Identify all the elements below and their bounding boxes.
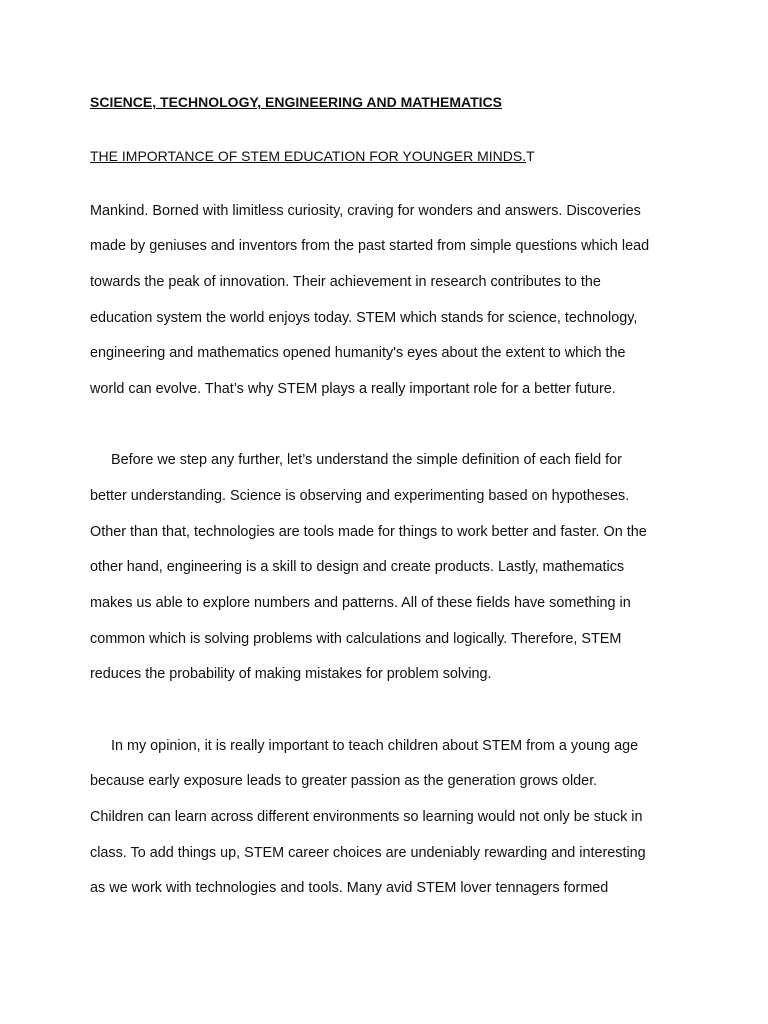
paragraph-3-line-4: class. To add things up, STEM career choices are undeniably rewarding and interesting (90, 845, 646, 861)
paragraph-1-line-5: engineering and mathematics opened humanity's eyes about the extent to which the (90, 345, 626, 361)
subtitle-underlined-text: THE IMPORTANCE OF STEM EDUCATION FOR YOUNGER MINDS. (90, 148, 527, 164)
paragraph-3-line-5: as we work with technologies and tools. Many avid STEM lover tennagers formed (90, 880, 609, 896)
paragraph-2-line-5: makes us able to explore numbers and patterns. All of these fields have something in (90, 595, 631, 611)
paragraph-3-line-1: In my opinion, it is really important to teach children about STEM from a young age (111, 738, 639, 754)
paragraph-2-line-6: common which is solving problems with calculations and logically. Therefore, STEM (90, 631, 622, 647)
paragraph-2-line-4: other hand, engineering is a skill to design and create products. Lastly, mathematics (90, 559, 625, 575)
paragraph-1-line-6: world can evolve. That’s why STEM plays a really important role for a better future. (90, 381, 616, 397)
paragraph-2-line-1: Before we step any further, let’s understand the simple definition of each field for (111, 452, 622, 468)
paragraph-2-line-3: Other than that, technologies are tools made for things to work better and faster. On the (90, 524, 647, 540)
paragraph-3-line-3: Children can learn across different environments so learning would not only be stuck in (90, 809, 643, 825)
paragraph-1-line-2: made by geniuses and inventors from the past started from simple questions which lead (90, 238, 650, 254)
paragraph-3-line-2: because early exposure leads to greater passion as the generation grows older. (90, 773, 598, 789)
document-subtitle (90, 147, 535, 165)
paragraph-1-line-3: towards the peak of innovation. Their achievement in research contributes to the (90, 274, 601, 290)
paragraph-1-line-4: education system the world enjoys today. STEM which stands for science, technology, (90, 310, 638, 326)
document-title: SCIENCE, TECHNOLOGY, ENGINEERING AND MATHEMATICS (90, 94, 502, 110)
subtitle-tail-text: T (526, 148, 535, 164)
paragraph-1-line-1: Mankind. Borned with limitless curiosity, craving for wonders and answers. Discoveries (90, 203, 641, 219)
paragraph-2-line-7: reduces the probability of making mistakes for problem solving. (90, 666, 492, 682)
paragraph-2-line-2: better understanding. Science is observing and experimenting based on hypotheses. (90, 488, 630, 504)
